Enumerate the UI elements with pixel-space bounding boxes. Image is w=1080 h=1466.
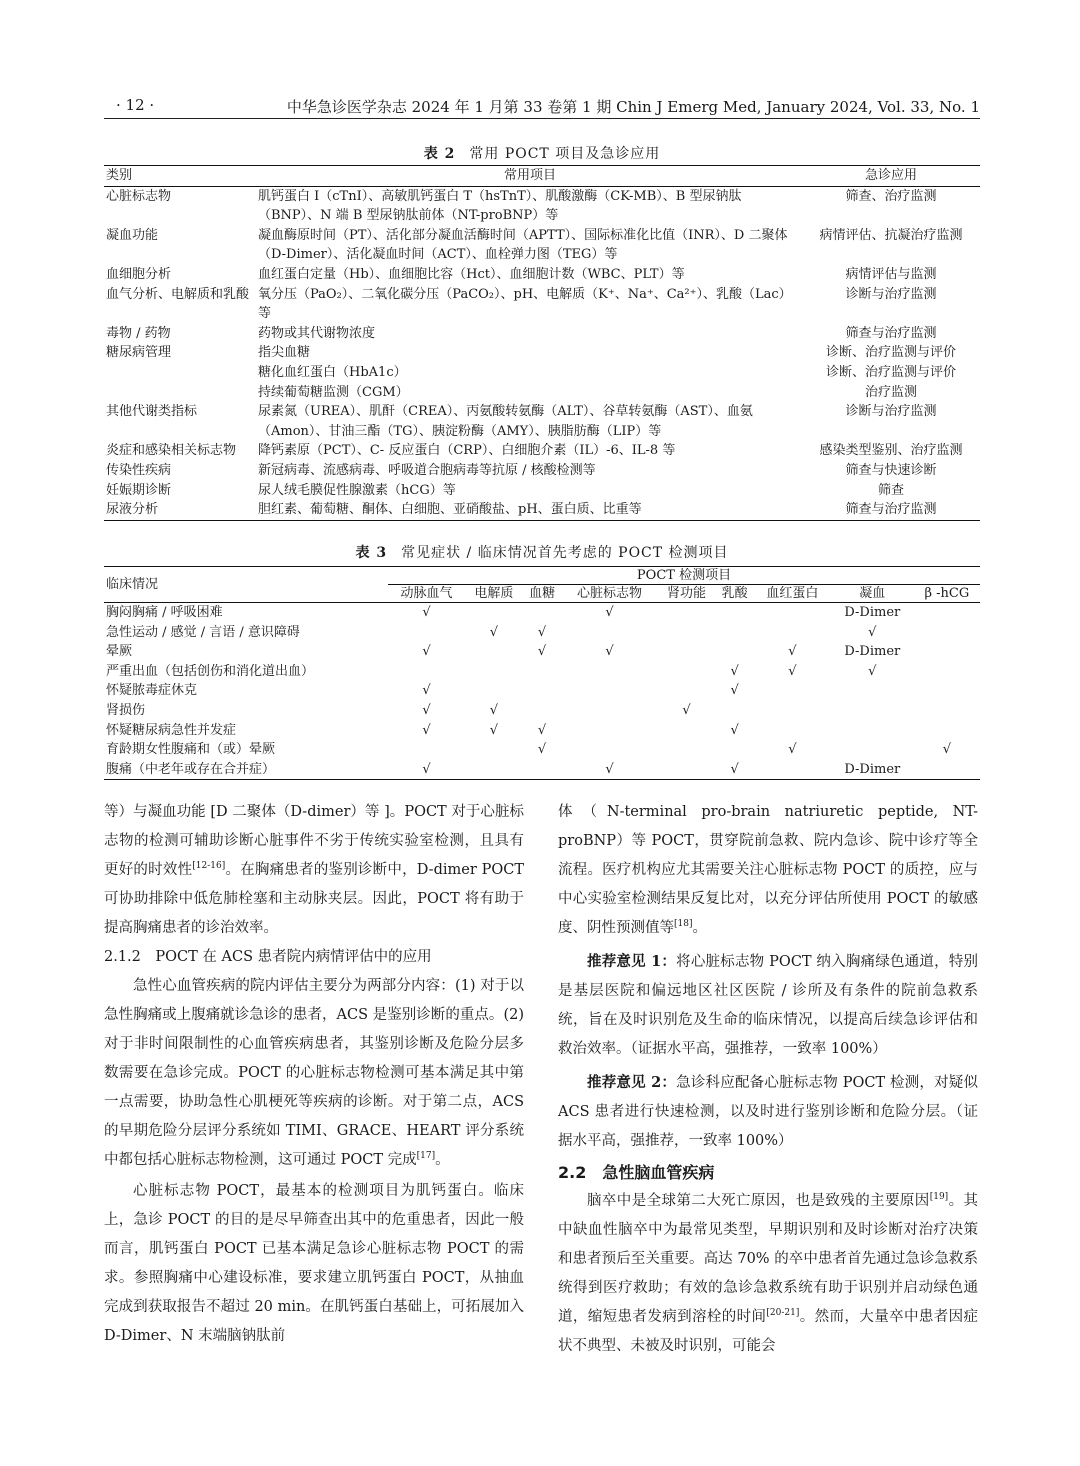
table3-cell-mark: √ <box>730 722 739 738</box>
running-header <box>104 94 980 119</box>
table2-cell-application: 病情评估与监测 <box>845 266 937 282</box>
table2-cell-application: 诊断、治疗监测与评价 <box>825 364 956 380</box>
table2-cell-application: 筛查与治疗监测 <box>845 325 937 341</box>
table3-cell-mark <box>523 662 562 682</box>
table3-cell-mark: √ <box>422 683 431 699</box>
table3-cell-mark: D-Dimer <box>844 644 901 660</box>
right-p1b-text: 。 <box>692 920 707 936</box>
right-p2c-text: 。然而，大量卒中患者因症状不典型、未被及时识别，可能会 <box>558 1309 979 1354</box>
table3-cell-mark <box>914 603 980 623</box>
table3-row <box>104 760 980 780</box>
left-column <box>104 798 524 1351</box>
table2-cell-application: 诊断、治疗监测与评价 <box>825 345 956 361</box>
table3-cell-mark <box>831 701 914 721</box>
table3-cell-mark: √ <box>489 702 499 718</box>
table2-cell-category: 传染性疾病 <box>106 462 172 478</box>
table3-cell-mark <box>523 681 562 701</box>
citation-ref: [20-21] <box>766 1308 800 1319</box>
table2-cell-application: 感染类型鉴别、治疗监测 <box>819 443 963 459</box>
table3-cell-mark <box>914 721 980 741</box>
table3-cell-mark <box>658 623 716 643</box>
table2-cell-items: 尿素氮（UREA）、肌酐（CREA）、丙氨酸转氨酶（ALT）、谷草转氨酶（AST）、血氨（Amon）、甘油三酯（TG）、胰淀粉酶（AMY）、胰脂肪酶（LIP）等 <box>258 404 753 439</box>
table3-cell-condition: 晕厥 <box>106 644 133 660</box>
table3-cell-mark: √ <box>605 644 614 660</box>
table3-cell-mark <box>388 662 465 682</box>
table2-row <box>104 285 980 324</box>
table3-cell-mark: √ <box>605 605 614 620</box>
table3-cell-mark: √ <box>489 624 499 640</box>
table3-cell-mark: √ <box>489 722 499 738</box>
table3-cell-condition: 腹痛（中老年或存在合并症） <box>106 761 276 777</box>
table2-cell-items: 凝血酶原时间（PT）、活化部分凝血活酶时间（APTT）、国际标准化比值（INR）、D 二聚体（D-Dimer）、活化凝血时间（ACT）、血栓弹力图（TEG）等 <box>258 227 788 263</box>
table2-cell-application: 筛查与治疗监测 <box>845 502 937 518</box>
table3-cell-mark <box>465 740 523 760</box>
table2-cell-application: 筛查与快速诊断 <box>845 462 937 478</box>
table2-cell-category <box>104 383 258 403</box>
table2-row <box>104 186 980 226</box>
table3-cell-mark <box>658 603 716 623</box>
table3-title <box>104 542 980 562</box>
table3-cell-mark <box>754 623 831 643</box>
table3-cell-mark: √ <box>537 722 547 738</box>
table2-header-category: 类别 <box>104 166 258 187</box>
table2-row <box>104 343 980 363</box>
table3-cell-mark <box>754 721 831 741</box>
right-p2b-text: 。其中缺血性脑卒中为最常见类型，早期识别和及时诊断对治疗决策和患者预后至关重要。高达 70% 的卒中患者首先通过急诊急救系统得到医疗救助；有效的急诊急救系统有助于识别并启动绿色通道，缩短患者发病到溶栓的时间 <box>558 1193 979 1325</box>
recommendation-2-text: 急诊科应配备心脏标志物 POCT 检测，对疑似 ACS 患者进行快速检测，以及时进行鉴别诊断和危险分层。（证据水平高，强推荐，一致率 100%） <box>558 1075 978 1149</box>
page-number: · 12 · <box>116 96 155 114</box>
table3-cell-mark: √ <box>422 761 431 777</box>
table3-cell-mark: √ <box>942 742 951 758</box>
table3-cell-mark: √ <box>422 644 431 660</box>
table3-cell-mark <box>523 603 562 623</box>
table2-body <box>104 186 980 520</box>
table2-row <box>104 226 980 265</box>
right-p2-text: 脑卒中是全球第二大死亡原因，也是致残的主要原因 <box>587 1193 930 1209</box>
table3-cell-mark <box>658 760 716 780</box>
table3-cell-mark <box>715 603 754 623</box>
table3-cell-mark <box>658 681 716 701</box>
citation-ref: [17] <box>416 1151 436 1162</box>
left-paragraph-2 <box>104 972 524 1175</box>
table2-cell-category: 血细胞分析 <box>106 266 172 282</box>
table3-cell-condition: 育龄期女性腹痛和（或）晕厥 <box>106 742 276 758</box>
table2 <box>104 165 980 521</box>
table2-cell-items: 肌钙蛋白 I（cTnI）、高敏肌钙蛋白 T（hsTnT）、肌酸激酶（CK-MB）、B 型尿钠肽（BNP）、N 端 B 型尿钠肽前体（NT-proBNP）等 <box>258 188 742 224</box>
left-p2b-text: 。 <box>435 1152 450 1168</box>
table3-group-header: POCT 检测项目 <box>388 567 980 585</box>
table2-row <box>104 461 980 481</box>
table3-cell-condition: 怀疑脓毒症休克 <box>106 683 198 699</box>
table3-cell-mark <box>465 681 523 701</box>
table2-cell-category: 毒物 / 药物 <box>106 325 171 341</box>
table3-cell-mark <box>914 662 980 682</box>
table2-cell-items: 指尖血糖 <box>258 345 311 361</box>
table3-cell-mark <box>465 662 523 682</box>
table3-cell-mark: √ <box>537 742 547 758</box>
table3-cell-mark <box>715 701 754 721</box>
table3-cell-mark <box>914 681 980 701</box>
table2-cell-category: 其他代谢类指标 <box>106 404 198 420</box>
table2-cell-category <box>104 363 258 383</box>
table3-row <box>104 721 980 741</box>
table3-cell-mark: √ <box>868 624 877 640</box>
table2-header-items: 常用项目 <box>258 166 802 187</box>
recommendation-1-label: 推荐意见 1： <box>587 953 677 970</box>
table3-cell-mark <box>388 740 465 760</box>
table3-column-header: β -hCG <box>914 585 980 603</box>
table3-row <box>104 662 980 682</box>
table2-cell-category: 尿液分析 <box>106 502 159 518</box>
table2-row <box>104 265 980 285</box>
table3-cell-mark <box>388 623 465 643</box>
table3-cell-mark <box>715 740 754 760</box>
table2-cell-items: 氧分压（PaO₂）、二氧化碳分压（PaCO₂）、pH、电解质（K⁺、Na⁺、Ca²⁺）、乳酸（Lac）等 <box>258 286 792 322</box>
table3-cell-mark: √ <box>730 761 739 777</box>
table3-column-header: 肾功能 <box>658 585 716 603</box>
citation-ref: [18] <box>674 919 693 930</box>
table3-cell-mark: √ <box>605 761 614 777</box>
table3-cell-mark <box>561 701 657 721</box>
table2-cell-items: 胆红素、葡萄糖、酮体、白细胞、亚硝酸盐、pH、蛋白质、比重等 <box>258 502 642 518</box>
table2-cell-items: 血红蛋白定量（Hb）、血细胞比容（Hct）、血细胞计数（WBC、PLT）等 <box>258 266 685 282</box>
table3-cell-mark <box>658 740 716 760</box>
table3-cell-mark: √ <box>788 644 797 660</box>
journal-citation: 中华急诊医学杂志 2024 年 1 月第 33 卷第 1 期 Chin J Emerg Med, January 2024, Vol. 33, No. 1 <box>286 98 980 116</box>
table2-label: 表 2 <box>423 146 456 162</box>
table2-cell-items: 药物或其代谢物浓度 <box>258 325 376 341</box>
recommendation-2 <box>558 1068 978 1156</box>
table3-cell-condition: 怀疑糖尿病急性并发症 <box>106 722 237 738</box>
table3-row <box>104 681 980 701</box>
table2-cell-items: 新冠病毒、流感病毒、呼吸道合胞病毒等抗原 / 核酸检测等 <box>258 462 596 478</box>
table3-cell-mark: √ <box>730 683 739 699</box>
table3-cell-condition: 肾损伤 <box>106 702 146 718</box>
table3-row <box>104 603 980 623</box>
recommendation-1-text: 将心脏标志物 POCT 纳入胸痛绿色通道，特别是基层医院和偏远地区社区医院 / 诊所及有条件的院前急救系统，旨在及时识别危及生命的临床情况，以提高后续急诊评估和救治效率。（证据水平高，强推荐，一致率 100%） <box>558 954 978 1057</box>
citation-ref: [19] <box>929 1192 949 1203</box>
table3-cell-mark: √ <box>422 702 431 718</box>
table3-cell-mark <box>658 721 716 741</box>
recommendation-1 <box>558 947 978 1064</box>
table2-row <box>104 402 980 441</box>
table3-row-header: 临床情况 <box>104 567 388 603</box>
table2-row <box>104 441 980 461</box>
table3-cell-mark <box>465 642 523 662</box>
table2-cell-application: 治疗监测 <box>864 384 917 400</box>
left-p1-text: 等）与凝血功能 [D 二聚体（D-dimer）等 ]。POCT 对于心脏标志物的检测可辅助诊断心脏事件不劣于传统实验室检测，且具有更好的时效性 <box>104 804 524 878</box>
table2-cell-category: 血气分析、电解质和乳酸 <box>106 286 250 302</box>
table3-cell-mark <box>523 760 562 780</box>
table3-label: 表 3 <box>355 545 388 561</box>
table3-cell-mark <box>658 642 716 662</box>
table2-header-application: 急诊应用 <box>802 166 980 187</box>
table3-cell-condition: 急性运动 / 感觉 / 言语 / 意识障碍 <box>106 624 300 640</box>
table3-row <box>104 740 980 760</box>
table3-cell-mark: √ <box>868 663 877 679</box>
right-paragraph-1 <box>558 798 978 943</box>
table3-cell-mark <box>523 701 562 721</box>
table3-column-header: 乳酸 <box>715 585 754 603</box>
table2-cell-items: 持续葡萄糖监测（CGM） <box>258 384 409 400</box>
table3-cell-mark <box>715 642 754 662</box>
table2-cell-category: 妊娠期诊断 <box>106 482 172 498</box>
table3-column-header: 电解质 <box>465 585 523 603</box>
table2-cell-items: 糖化血红蛋白（HbA1c） <box>258 364 407 380</box>
table3-cell-mark <box>831 721 914 741</box>
table3-column-header: 动脉血气 <box>388 585 465 603</box>
table2-caption: 常用 POCT 项目及急诊应用 <box>469 146 661 162</box>
table3-cell-condition: 胸闷胸痛 / 呼吸困难 <box>106 605 223 620</box>
table3 <box>104 566 980 780</box>
table3-cell-mark <box>465 760 523 780</box>
table3-cell-mark: √ <box>537 644 547 660</box>
table3-cell-mark <box>914 701 980 721</box>
table2-cell-items: 降钙素原（PCT）、C- 反应蛋白（CRP）、白细胞介素（IL）-6、IL-8 等 <box>258 443 676 459</box>
table3-cell-mark: √ <box>788 742 797 758</box>
table3-cell-mark: D-Dimer <box>844 605 901 620</box>
table3-cell-mark <box>465 603 523 623</box>
table3-cell-mark <box>914 760 980 780</box>
right-p1-text: 体（N-terminal pro-brain natriuretic peptide, NT-proBNP）等 POCT，贯穿院前急救、院内急诊、院中诊疗等全流程。医疗机构应尤其需要关注心脏标志物 POCT 的质控，应与中心实验室检测结果反复比对，以充分评估所使用 POCT 的敏感度、阴性预测值等 <box>558 804 978 936</box>
table3-caption: 常见症状 / 临床情况首先考虑的 POCT 检测项目 <box>401 545 729 561</box>
table3-cell-mark <box>831 740 914 760</box>
right-paragraph-2 <box>558 1187 978 1361</box>
table2-cell-category: 糖尿病管理 <box>106 345 172 361</box>
table2-cell-application: 诊断与治疗监测 <box>845 404 937 420</box>
table2-cell-category: 炎症和感染相关标志物 <box>106 443 237 459</box>
table2-row <box>104 500 980 520</box>
table3-cell-mark <box>754 701 831 721</box>
table3-cell-condition: 严重出血（包括创伤和消化道出血） <box>106 663 315 679</box>
table2-cell-application: 诊断与治疗监测 <box>845 286 937 302</box>
table3-row <box>104 701 980 721</box>
left-paragraph-3: 心脏标志物 POCT，最基本的检测项目为肌钙蛋白。临床上，急诊 POCT 的目的是尽早筛查出其中的危重患者，因此一般而言，肌钙蛋白 POCT 已基本满足急诊心脏标志物 POCT 的需求。参照胸痛中心建设标准，要求建立肌钙蛋白 POCT，从抽血完成到获取报告不超过 20 min。在肌钙蛋白基础上，可拓展加入 D-Dimer、N 末端脑钠肽前 <box>104 1183 524 1344</box>
table3-cell-mark <box>561 623 657 643</box>
table3-cell-mark <box>754 603 831 623</box>
table2-row <box>104 324 980 344</box>
table2-row <box>104 383 980 403</box>
citation-ref: [12-16] <box>192 861 226 872</box>
table2-row <box>104 481 980 501</box>
left-p2-text: 急性心血管疾病的院内评估主要分为两部分内容：(1) 对于以急性胸痛或上腹痛就诊急诊的患者，ACS 是鉴别诊断的重点。(2) 对于非时间限制性的心血管疾病患者，其鉴别诊断及危险分层多数需要在急诊完成。POCT 的心脏标志物检测可基本满足其中第一点需要，协助急性心肌梗死等疾病的诊断。对于第二点，ACS 的早期危险分层评分系统如 TIMI、GRACE、HEART 评分系统中都包括心脏标志物检测，这可通过 POCT 完成 <box>104 978 524 1168</box>
table3-cell-mark: √ <box>537 624 547 640</box>
table3-cell-mark <box>658 662 716 682</box>
table3-column-header: 血糖 <box>523 585 562 603</box>
table3-cell-mark: √ <box>682 702 691 718</box>
table3-cell-mark <box>914 642 980 662</box>
table2-cell-category: 凝血功能 <box>106 227 159 243</box>
table3-cell-mark: √ <box>422 722 431 738</box>
table3-column-header: 凝血 <box>831 585 914 603</box>
right-column <box>558 798 978 1361</box>
table2-title <box>104 143 980 163</box>
table3-column-header: 血红蛋白 <box>754 585 831 603</box>
left-p1b-text: 。在胸痛患者的鉴别诊断中，D-dimer POCT 可协助排除中低危肺栓塞和主动脉夹层。因此，POCT 将有助于提高胸痛患者的诊治效率。 <box>104 862 524 936</box>
table3-cell-mark: D-Dimer <box>844 761 901 777</box>
section-heading-2-2: 2.2 急性脑血管疾病 <box>558 1163 715 1182</box>
table3-cell-mark <box>561 721 657 741</box>
table2-cell-category: 心脏标志物 <box>106 188 172 204</box>
table3-cell-mark: √ <box>788 663 797 679</box>
table3-cell-mark <box>561 662 657 682</box>
table3-cell-mark: √ <box>422 605 431 620</box>
table3-row <box>104 623 980 643</box>
table3-column-header: 心脏标志物 <box>561 585 657 603</box>
table3-body <box>104 603 980 780</box>
table2-cell-application: 病情评估、抗凝治疗监测 <box>819 227 963 243</box>
left-paragraph-1 <box>104 798 524 943</box>
table3-cell-mark <box>561 740 657 760</box>
recommendation-2-label: 推荐意见 2： <box>587 1074 677 1091</box>
section-heading-2-1-2: 2.1.2 POCT 在 ACS 患者院内病情评估中的应用 <box>104 949 432 965</box>
table2-cell-application: 筛查 <box>877 482 904 498</box>
table3-cell-mark <box>831 681 914 701</box>
table3-row <box>104 642 980 662</box>
table3-cell-mark <box>754 681 831 701</box>
table2-cell-application: 筛查、治疗监测 <box>845 188 937 204</box>
table2-row <box>104 363 980 383</box>
table3-cell-mark <box>754 760 831 780</box>
table3-cell-mark <box>561 681 657 701</box>
table2-cell-items: 尿人绒毛膜促性腺激素（hCG）等 <box>258 482 456 498</box>
table3-cell-mark: √ <box>730 663 739 679</box>
table3-cell-mark <box>715 623 754 643</box>
table3-cell-mark <box>914 623 980 643</box>
